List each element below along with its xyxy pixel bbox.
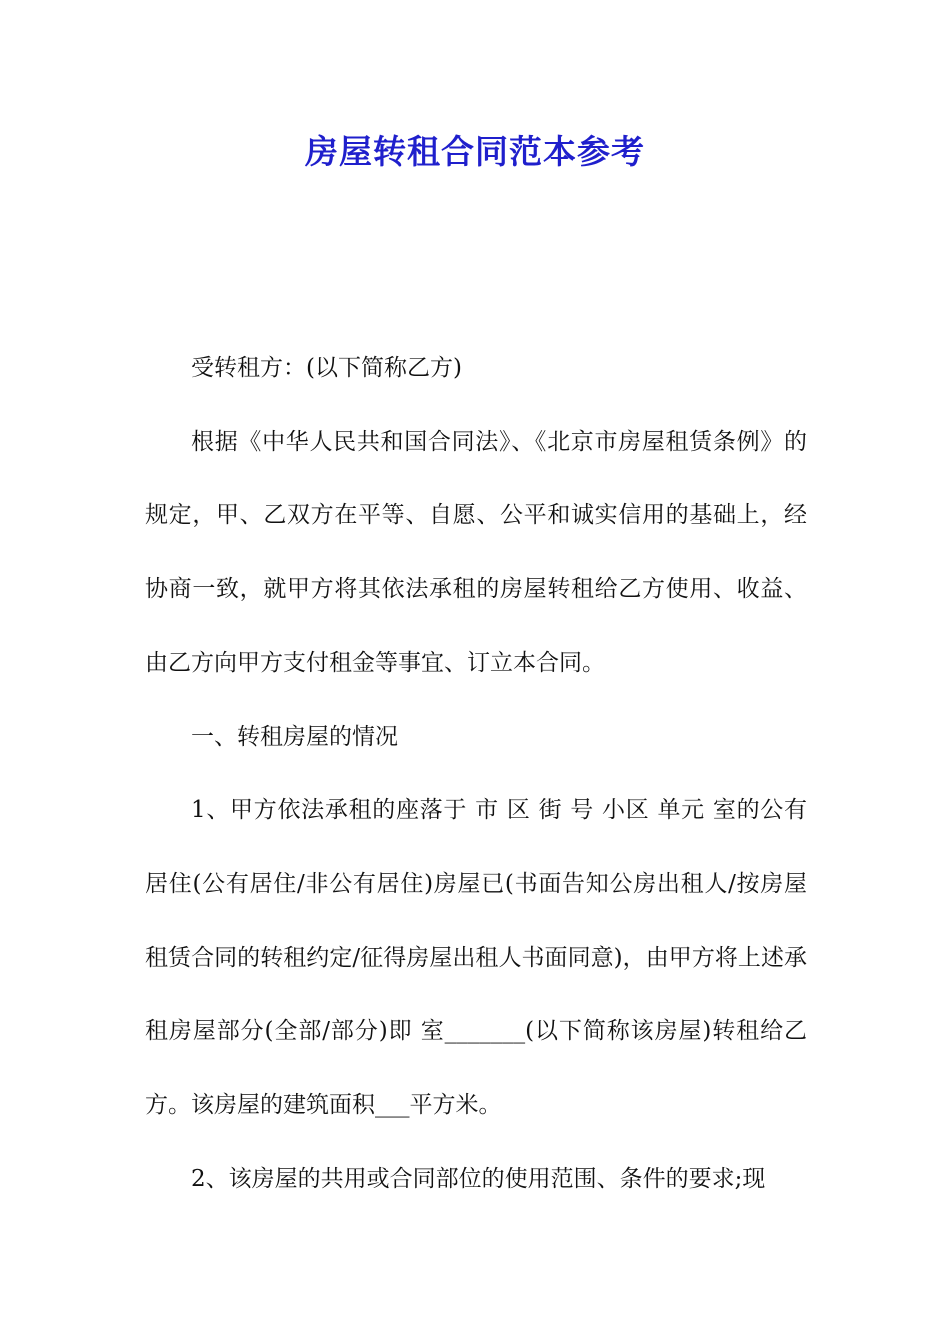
section-heading-1: 一、转租房屋的情况 bbox=[191, 723, 398, 750]
paragraph-lessee: 受转租方：(以下简称乙方) bbox=[191, 355, 462, 381]
clause-2: 2、该房屋的共用或合同部位的使用范围、条件的要求;现 bbox=[191, 1165, 766, 1192]
document-body bbox=[145, 332, 807, 1216]
paragraph-preamble: 根据《中华人民共和国合同法》、《北京市房屋租赁条例》的规定，甲、乙双方在平等、自愿、公平和诚实信用的基础上，经协商一致，就甲方将其依法承租的房屋转租给乙方使用、收益、由乙方向甲方支付租金等事宜、订立本合同。 bbox=[145, 428, 807, 676]
document-title: 房屋转租合同范本参考 bbox=[305, 132, 645, 171]
clause-1: 1、甲方依法承租的座落于 市 区 街 号 小区 单元 室的公有居住(公有居住/非公有居住)房屋已(书面告知公房出租人/按房屋租赁合同的转租约定/征得房屋出租人书面同意)，由甲方将上述承租房屋部分(全部/部分)即 室_______(以下简称该房屋)转租给乙方。该房屋的建筑面积___平方米。 bbox=[145, 797, 807, 1119]
